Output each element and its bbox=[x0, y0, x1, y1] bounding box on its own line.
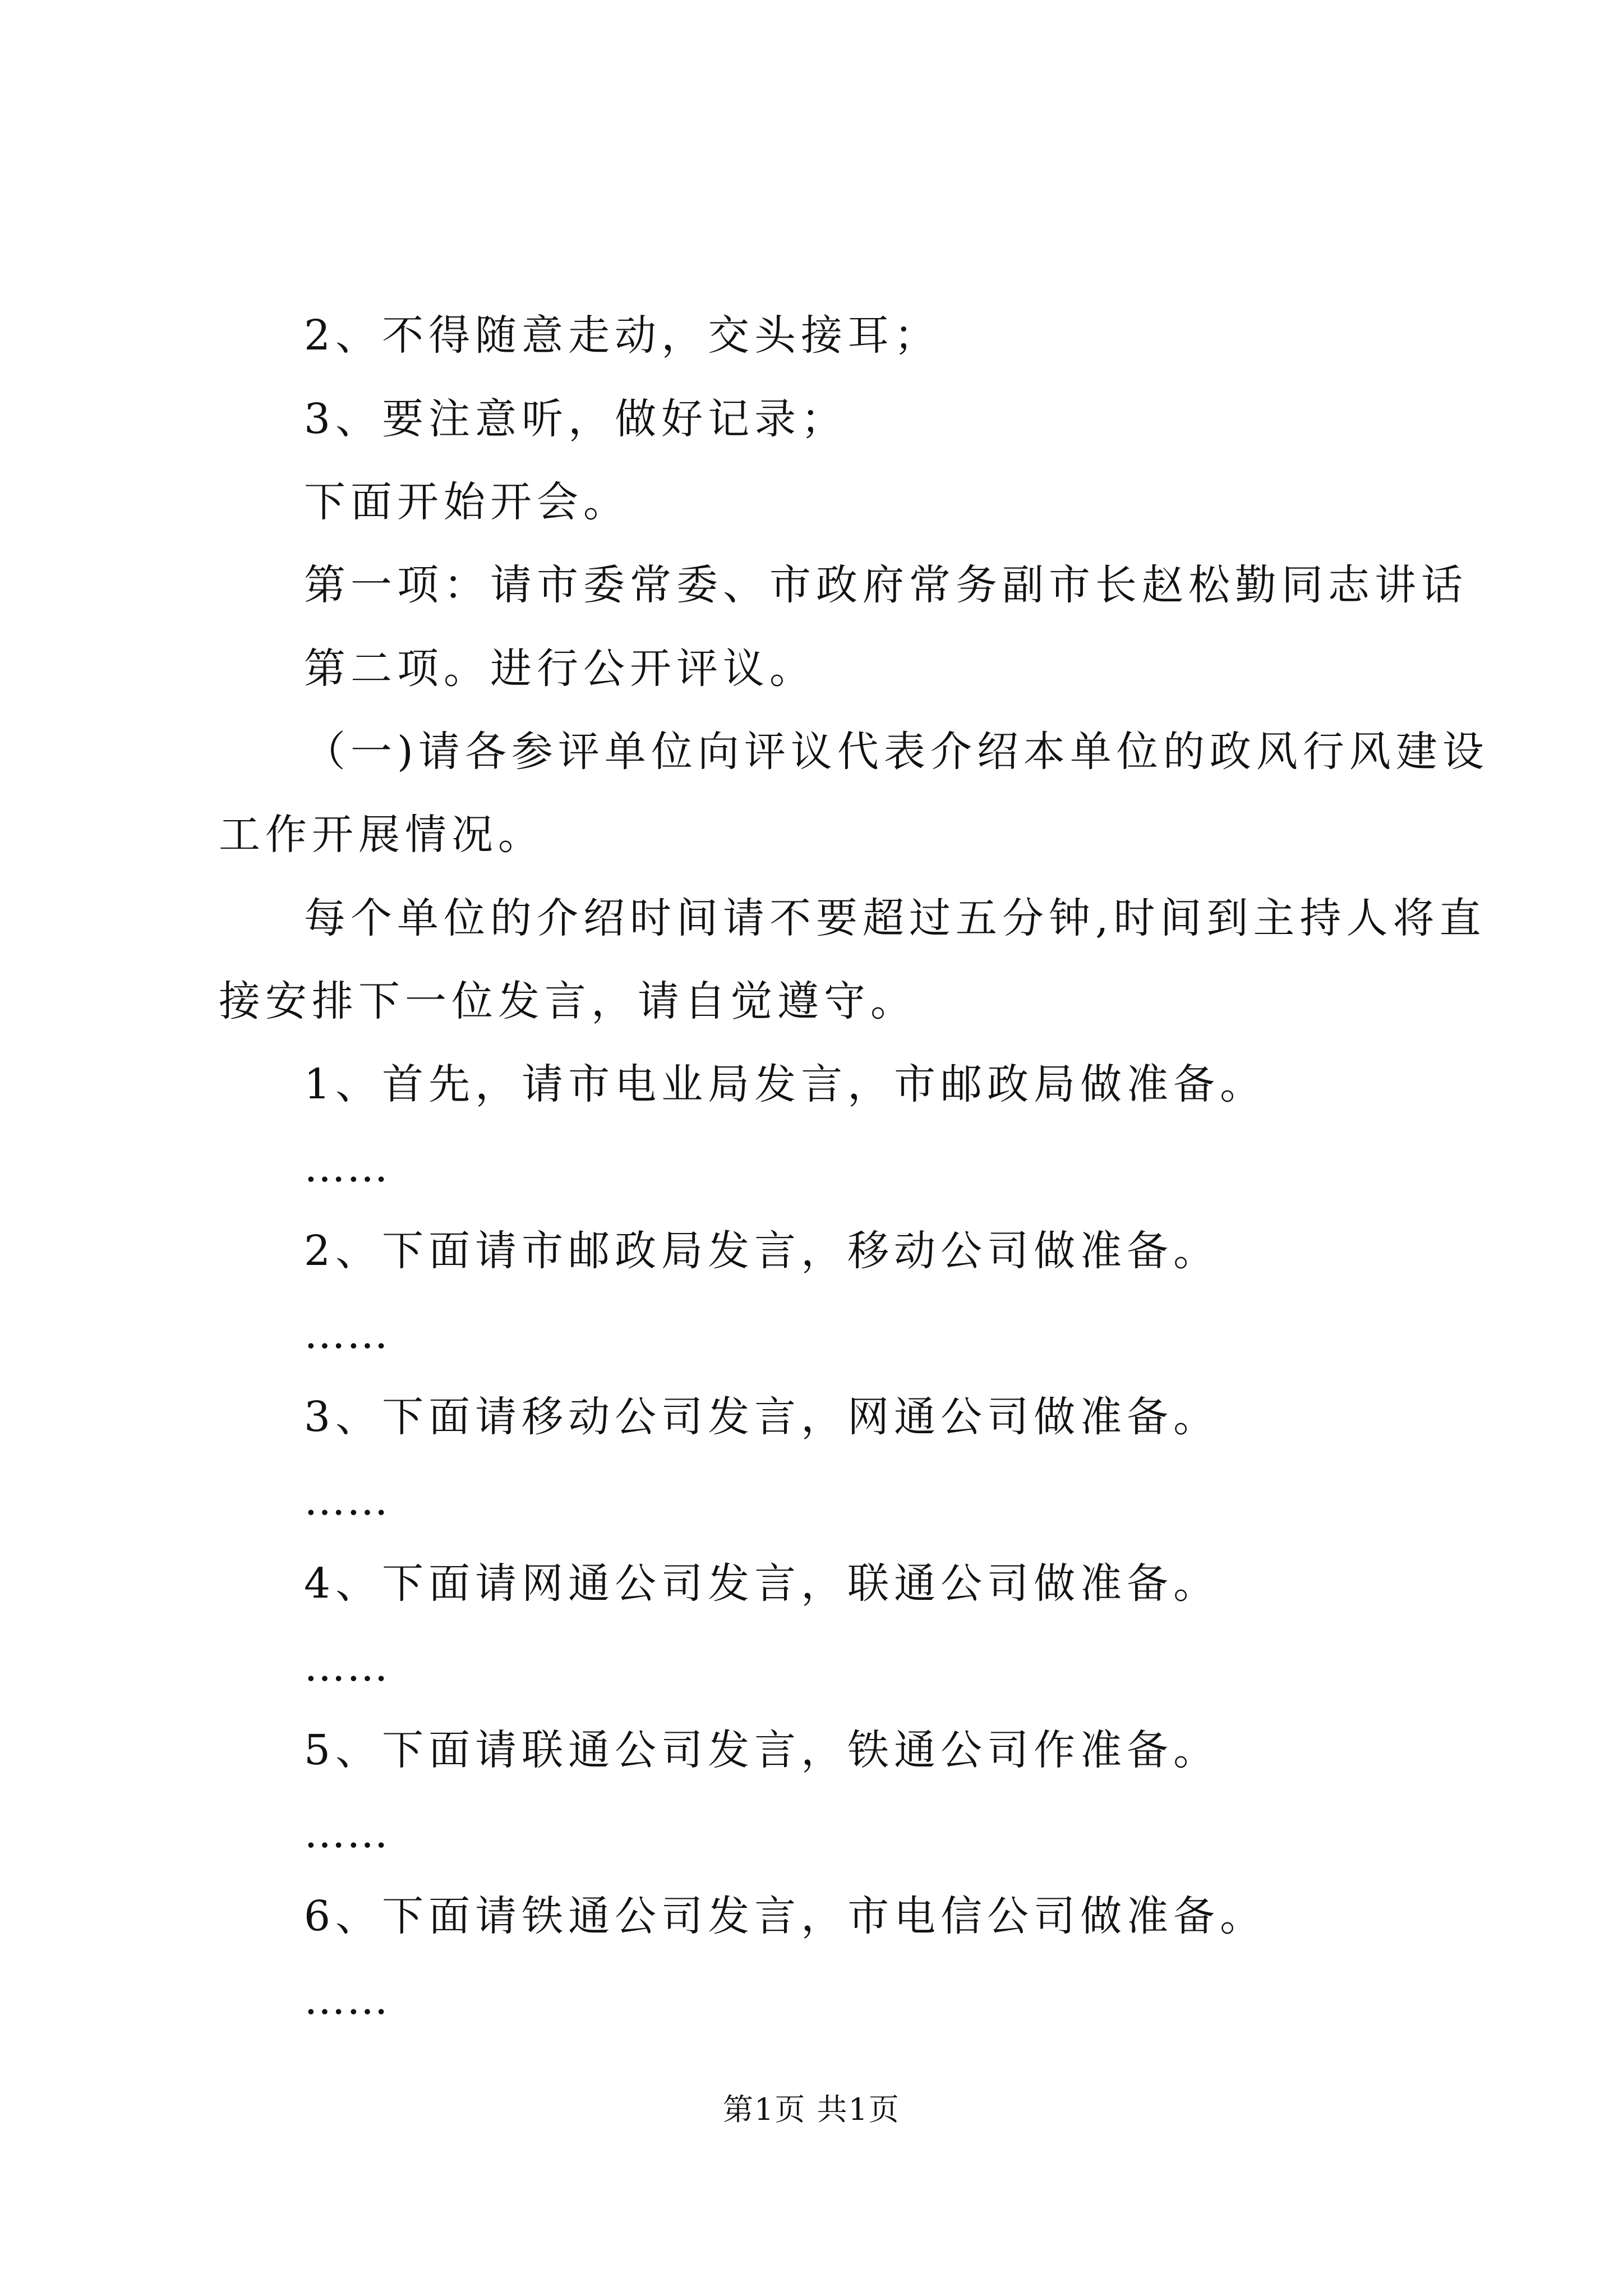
speaker-item-3: 3、下面请移动公司发言，网通公司做准备。 bbox=[304, 1393, 1220, 1441]
ellipsis-5: …… bbox=[304, 1809, 389, 1857]
meeting-start-text: 下面开始开会。 bbox=[304, 478, 630, 526]
ellipsis-6: …… bbox=[304, 1976, 389, 2024]
rule-item-2: 2、不得随意走动，交头接耳； bbox=[304, 311, 941, 360]
speaker-item-1: 1、首先，请市电业局发言，市邮政局做准备。 bbox=[304, 1060, 1267, 1108]
ellipsis-3: …… bbox=[304, 1476, 389, 1525]
ellipsis-4: …… bbox=[304, 1642, 389, 1691]
speaker-item-2: 2、下面请市邮政局发言，移动公司做准备。 bbox=[304, 1227, 1220, 1275]
rule-item-3: 3、要注意听，做好记录； bbox=[304, 395, 848, 443]
ellipsis-2: …… bbox=[304, 1310, 389, 1358]
speaker-item-4: 4、下面请网通公司发言，联通公司做准备。 bbox=[304, 1559, 1220, 1608]
time-rule-line-1: 每个单位的介绍时间请不要超过五分钟,时间到主持人将直 bbox=[304, 894, 1486, 942]
agenda-item-1: 第一项：请市委常委、市政府常务副市长赵松勤同志讲话 bbox=[304, 561, 1468, 609]
agenda-item-2: 第二项。进行公开评议。 bbox=[304, 645, 816, 693]
ellipsis-1: …… bbox=[304, 1143, 389, 1191]
time-rule-line-2: 接安排下一位发言，请自觉遵守。 bbox=[219, 977, 917, 1025]
page-footer: 第1页 共1页 bbox=[723, 2092, 900, 2127]
speaker-item-6: 6、下面请铁通公司发言，市电信公司做准备。 bbox=[304, 1892, 1267, 1940]
section-intro-line-1: （一)请各参评单位向评议代表介绍本单位的政风行风建设 bbox=[304, 728, 1489, 776]
speaker-item-5: 5、下面请联通公司发言，铁通公司作准备。 bbox=[304, 1726, 1220, 1774]
section-intro-line-2: 工作开展情况。 bbox=[219, 811, 545, 859]
